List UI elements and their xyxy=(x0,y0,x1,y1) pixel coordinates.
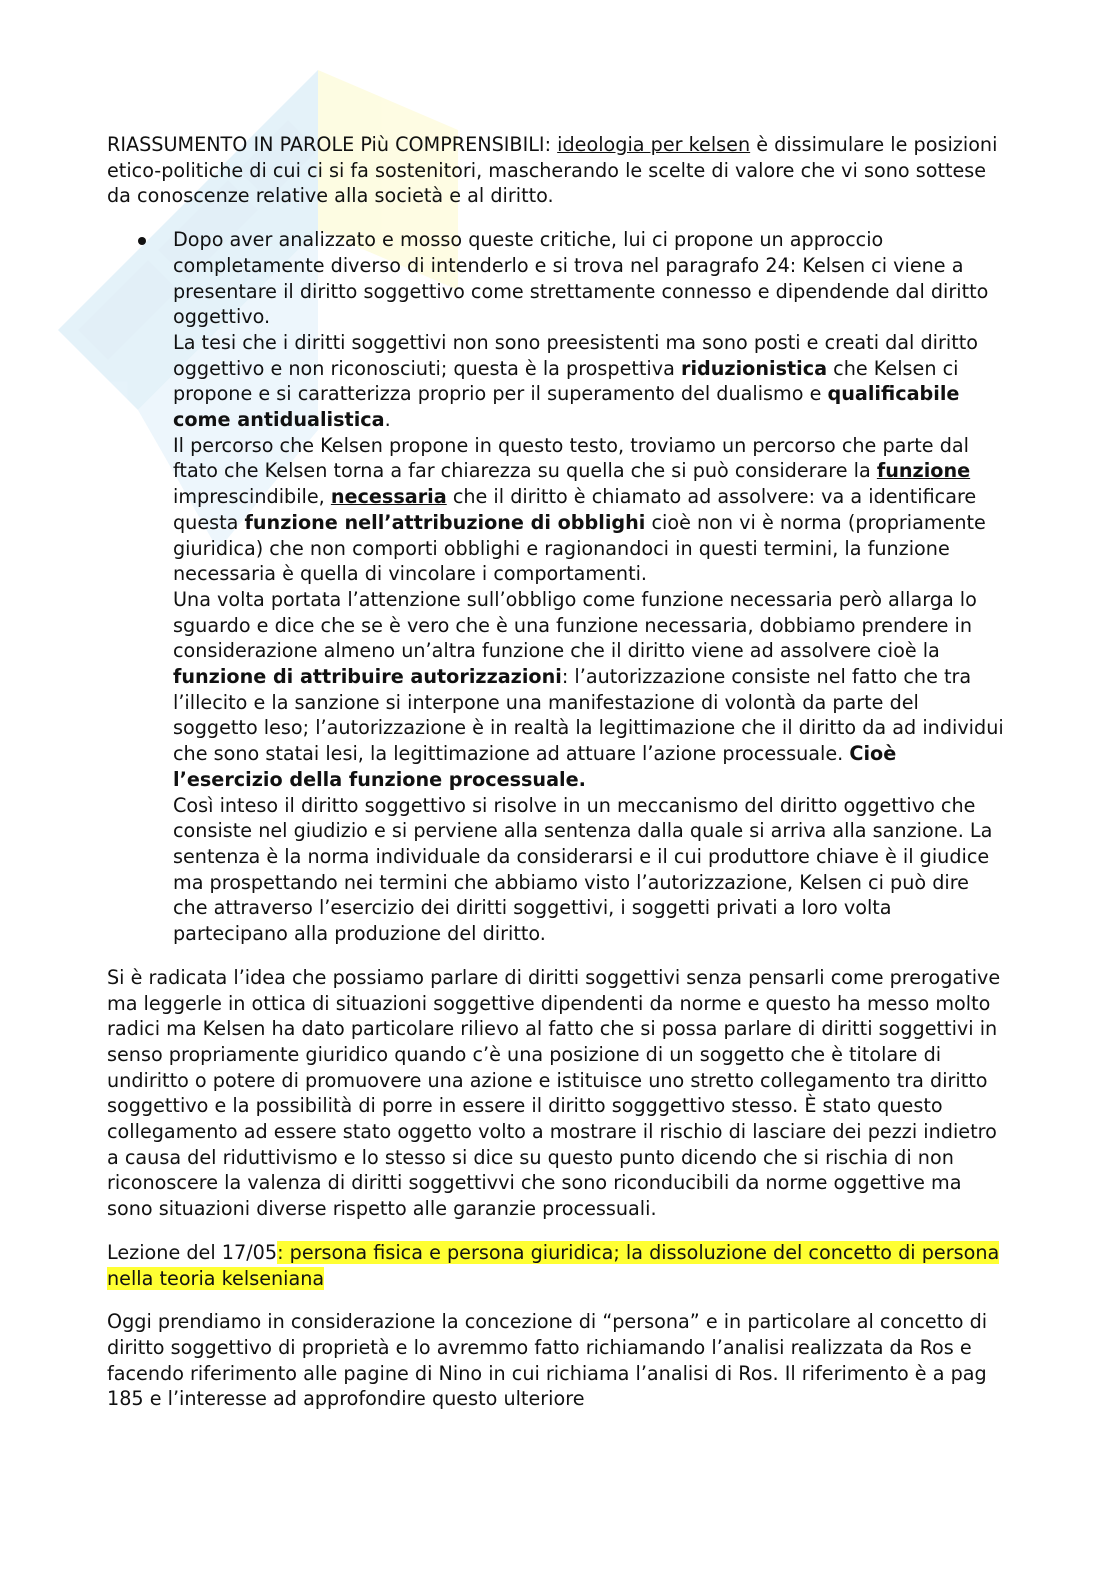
bullet-list-item xyxy=(107,227,1007,947)
bullet-paragraph-5: Così inteso il diritto soggettivo si risolve in un meccanismo del diritto oggettivo che consiste nel giudizio e si perviene alla sentenza dalla quale si arriva alla sanzione. La sentenza è la norma individuale da considerarsi e il cui produttore chiave è il giudice ma prospettando nei termini che abbiamo visto l’autorizzazione, Kelsen ci può dire che attraverso l’esercizio dei diritti soggettivi, i soggetti privati a loro volta partecipano alla produzione del diritto. xyxy=(173,793,993,946)
ideologia-underlined-text: ideologia per kelsen xyxy=(557,133,751,156)
bold-antidualistica: qualificabile come antidualistica xyxy=(173,382,960,432)
bold-funzione-obblighi: funzione nell’attribuzione di obblighi xyxy=(244,510,646,534)
bold-riduzionistica: riduzionistica xyxy=(680,356,828,380)
intro-paragraph xyxy=(107,132,1007,209)
bold-necessaria: necessaria xyxy=(330,485,447,509)
lesson-heading xyxy=(107,1240,1007,1291)
bullet-paragraph-3: Il percorso che Kelsen propone in questo testo, troviamo un percorso che parte dal ftato che Kelsen torna a far chiarezza su quella che si può considerare la funzione imprescindibile, necessaria che il diritto è chiamato ad assolvere: va a identificare questa funzione nell’attribuzione di obblighi cioè non vi è norma (propriamente giuridica) che non comporti obblighi e ragionandoci in questi termini, la funzione necessaria è quella di vincolare i comportamenti. xyxy=(173,433,986,586)
bold-funzione-processuale: Cioè l’esercizio della funzione processuale. xyxy=(173,742,897,791)
bullet-paragraph-4: Una volta portata l’attenzione sull’obbligo come funzione necessaria però allarga lo sguardo e dice che se è vero che è una funzione necessaria, dobbiamo prendere in considerazione almeno un’altra funzione che il diritto viene ad assolvere cioè la funzione di attribuire autorizzazioni: l’autorizzazione consiste nel fatto che tra l’illecito e la sanzione si interpone una manifestazione di volontà da parte del soggetto leso; l’autorizzazione è in realtà la legittimazione che il diritto da ad individui che sono statai lesi, la legittimazione ad attuare l’azione processuale. Cioè l’esercizio della funzione processuale. xyxy=(173,587,1004,791)
bullet-paragraph-2: La tesi che i diritti soggettivi non sono preesistenti ma sono posti e creati dal diritto oggettivo e non riconosciuti; questa è la prospettiva riduzionistica che Kelsen ci propone e si caratterizza proprio per il superamento del dualismo e qualificabile come antidualistica. xyxy=(173,330,979,432)
document-page xyxy=(107,132,1007,1412)
bold-funzione: funzione xyxy=(876,459,971,483)
lesson-date-label: Lezione del 17/05 xyxy=(107,1240,278,1264)
rooted-idea-paragraph: Si è radicata l’idea che possiamo parlare di diritti soggettivi senza pensarli come prerogative ma leggerle in ottica di situazioni soggettive dipendenti da norme e questo ha messo molto radici ma Kelsen ha dato particolare rilievo al fatto che si possa parlare di diritti soggettivi in senso propriamente giuridico quando c’è una posizione di un soggetto che è titolare di undiritto o potere di promuovere una azione e istituisce uno stretto collegamento tra diritto soggettivo e la possibilità di porre in essere il diritto sogggettivo stesso. È stato questo collegamento ad essere stato oggetto volto a mostrare il rischio di lasciare dei pezzi indietro a causa del riduttivismo e lo stesso si dice su questo punto dicendo che si rischia di non riconoscere la valenza di diritti soggettivvi che sono riconducibili da norme oggettive ma sono situazioni diverse rispetto alle garanzie processuali. xyxy=(107,965,1001,1221)
intro-prefix: RIASSUMENTO IN PAROLE Più COMPRENSIBILI: xyxy=(107,133,558,156)
bullet-icon xyxy=(138,237,146,245)
intro-rest: è dissimulare le posizioni etico-politiche di cui ci si fa sostenitori, mascherando le scelte di valore che vi sono sottese da conoscenze relative alla società e al diritto. xyxy=(107,133,998,208)
lesson-topic-highlight: : persona fisica e persona giuridica; la dissoluzione del concetto di persona nella teoria kelseniana xyxy=(107,1240,1000,1290)
today-paragraph: Oggi prendiamo in considerazione la concezione di “persona” e in particolare al concetto di diritto soggettivo di proprietà e lo avremmo fatto richiamando l’analisi realizzata da Ros e facendo riferimento alle pagine di Nino in cui richiama l’analisi di Ros. Il riferimento è a pag 185 e l’interesse ad approfondire questo ulteriore xyxy=(107,1310,988,1411)
bold-funzione-autorizzazioni: funzione di attribuire autorizzazioni xyxy=(173,665,562,689)
bullet-paragraph-1: Dopo aver analizzato e mosso queste critiche, lui ci propone un approccio completamente diverso di intenderlo e si trova nel paragrafo 24: Kelsen ci viene a presentare il diritto soggettivo come strettamente connesso e dipendende dal diritto oggettivo. xyxy=(173,228,989,329)
